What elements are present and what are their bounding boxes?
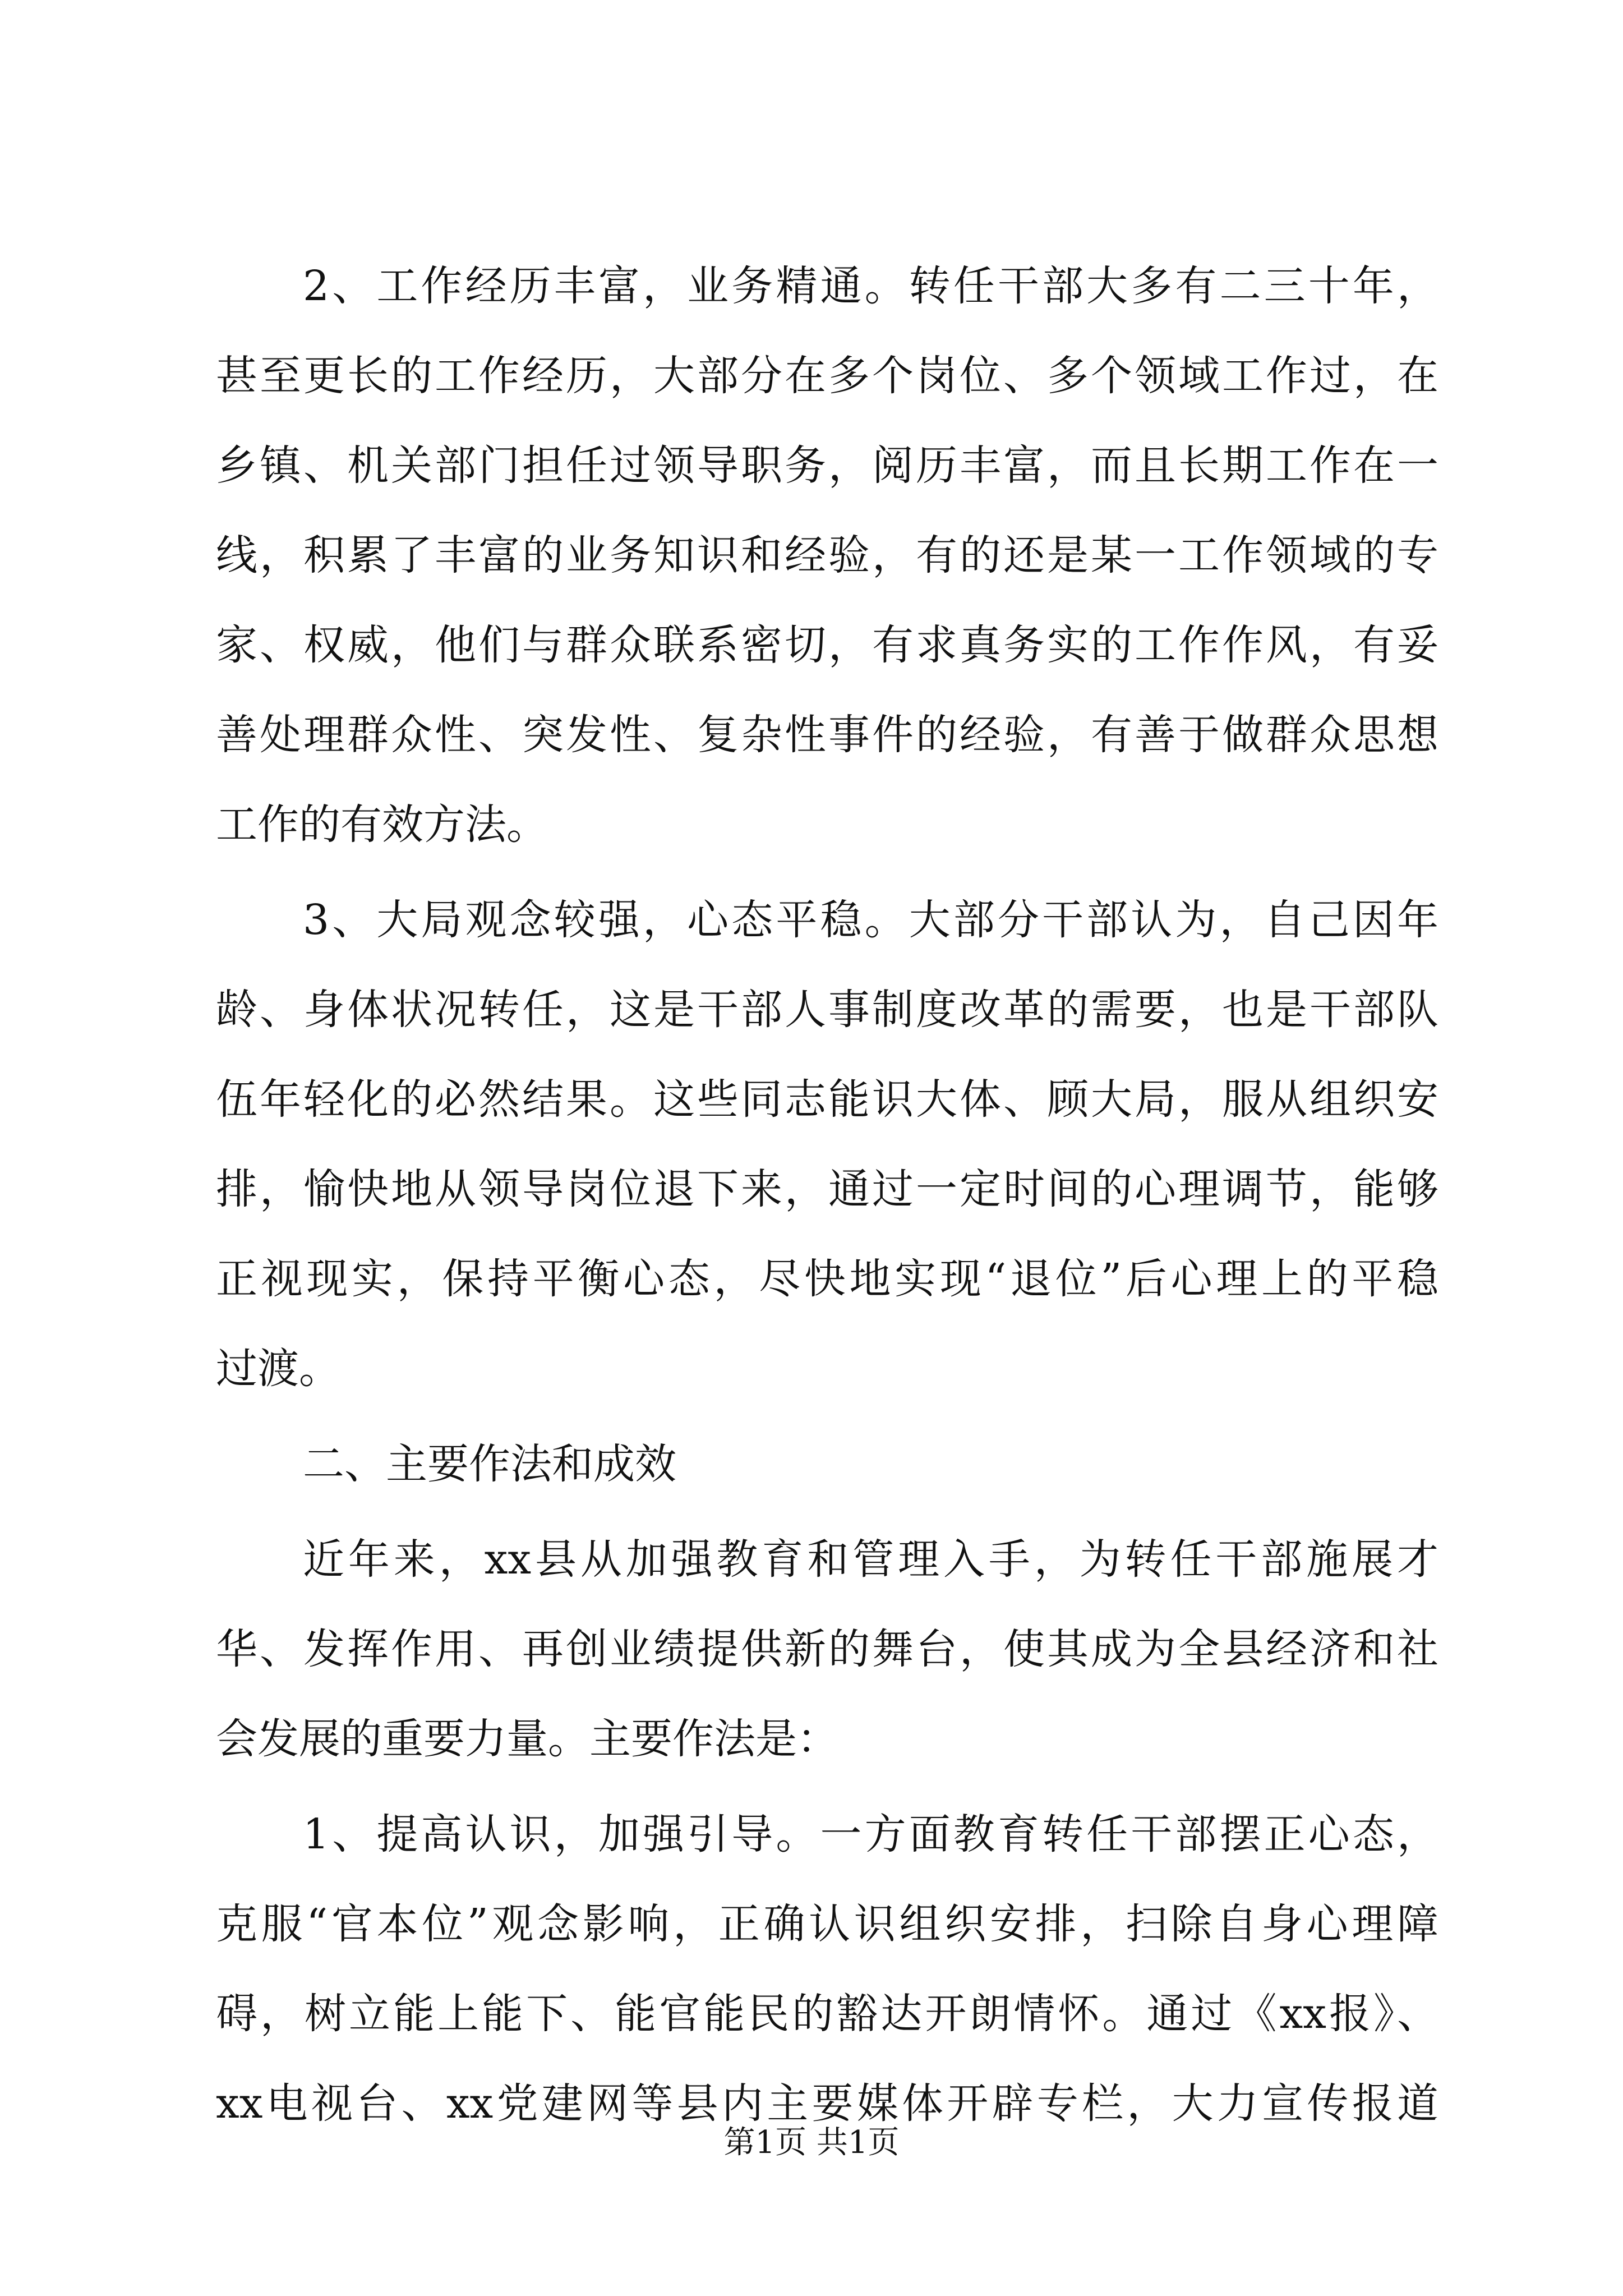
text-line: 会发展的重要力量。主要作法是： xyxy=(216,1715,838,1763)
page-number-footer: 第1页 共1页 xyxy=(723,2124,900,2161)
text-line: 乡镇、机关部门担任过领导职务，阅历丰富，而且长期工作在一 xyxy=(216,441,1438,490)
text-line: 伍年轻化的必然结果。这些同志能识大体、顾大局，服从组织安 xyxy=(216,1075,1438,1124)
text-line: 1、提高认识，加强引导。一方面教育转任干部摆正心态， xyxy=(303,1810,1438,1858)
text-line: 2、工作经历丰富，业务精通。转任干部大多有二三十年， xyxy=(303,262,1438,310)
section-heading: 二、主要作法和成效 xyxy=(303,1440,676,1488)
text-line: 线，积累了丰富的业务知识和经验，有的还是某一工作领域的专 xyxy=(216,531,1438,579)
text-line: 排，愉快地从领导岗位退下来，通过一定时间的心理调节，能够 xyxy=(216,1165,1438,1213)
text-line: 碍，树立能上能下、能官能民的豁达开朗情怀。通过《xx报》、 xyxy=(216,1990,1438,2038)
text-line: 正视现实，保持平衡心态，尽快地实现“退位”后心理上的平稳 xyxy=(216,1255,1438,1303)
text-line: xx电视台、xx党建网等县内主要媒体开辟专栏，大力宣传报道 xyxy=(216,2079,1438,2128)
text-line: 工作的有效方法。 xyxy=(216,800,548,849)
text-line: 龄、身体状况转任，这是干部人事制度改革的需要，也是干部队 xyxy=(216,986,1438,1034)
text-line: 善处理群众性、突发性、复杂性事件的经验，有善于做群众思想 xyxy=(216,711,1438,759)
text-line: 华、发挥作用、再创业绩提供新的舞台，使其成为全县经济和社 xyxy=(216,1625,1438,1673)
text-line: 甚至更长的工作经历，大部分在多个岗位、多个领域工作过，在 xyxy=(216,352,1438,400)
text-line: 家、权威，他们与群众联系密切，有求真务实的工作作风，有妥 xyxy=(216,621,1438,669)
text-line: 克服“官本位”观念影响，正确认识组织安排，扫除自身心理障 xyxy=(216,1900,1438,1948)
text-line: 近年来，xx县从加强教育和管理入手，为转任干部施展才 xyxy=(303,1535,1438,1584)
text-line: 3、大局观念较强，心态平稳。大部分干部认为，自己因年 xyxy=(303,896,1438,944)
text-line: 过渡。 xyxy=(216,1345,340,1393)
